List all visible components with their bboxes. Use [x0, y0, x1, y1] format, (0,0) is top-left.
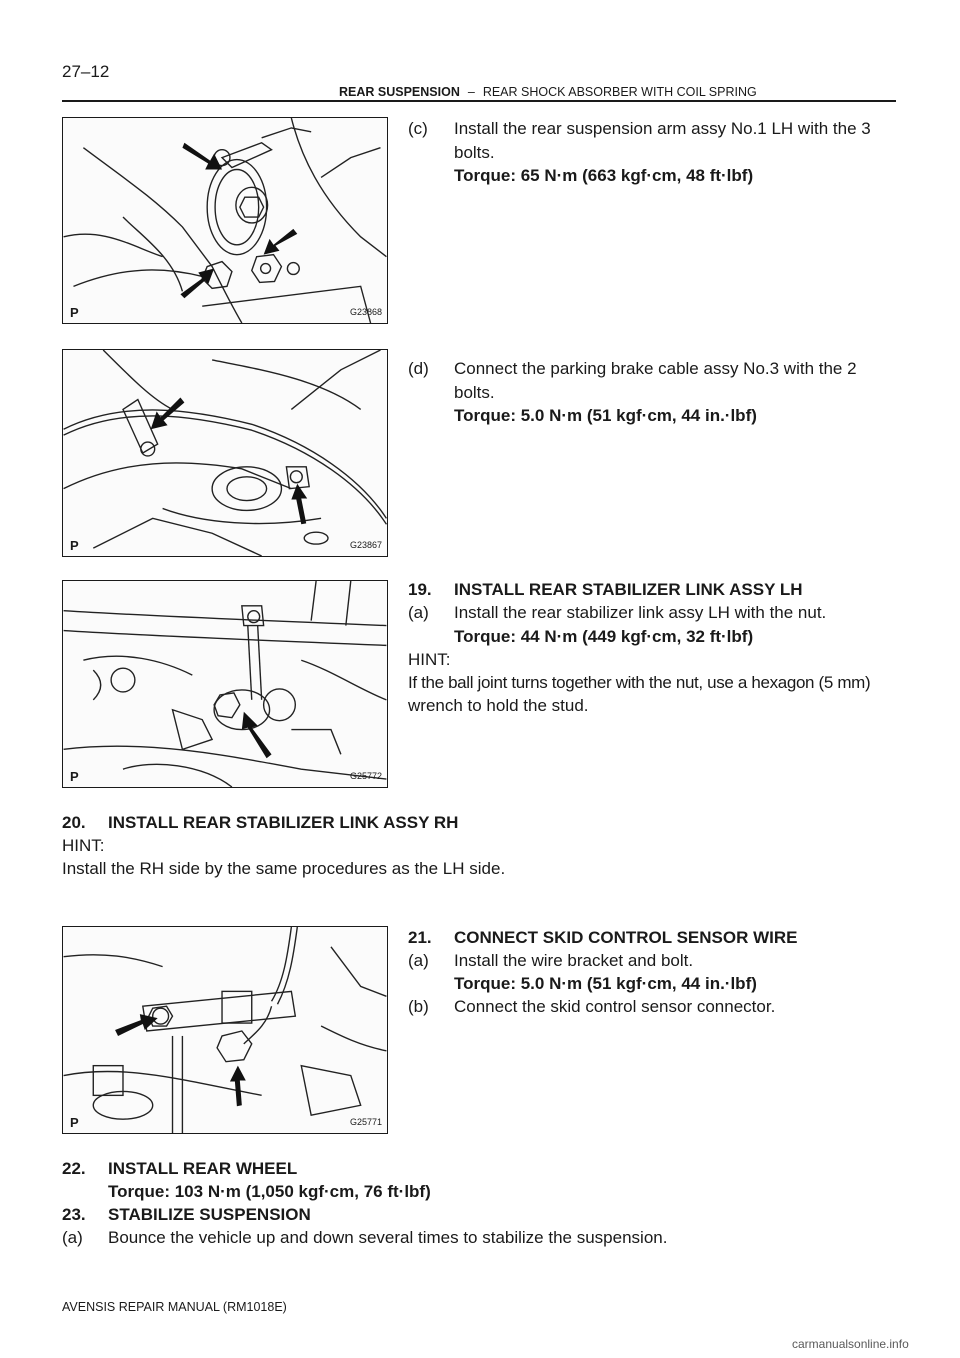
torque-spec: Torque: 5.0 N·m (51 kgf·cm, 44 in.·lbf): [454, 974, 757, 993]
header-rule: [62, 100, 896, 102]
step-number: 23.: [62, 1205, 86, 1224]
stabilizer-link-illustration: [63, 581, 387, 787]
header-text: [339, 85, 757, 99]
hint-text: Install the RH side by the same procedures as the LH side.: [62, 859, 506, 878]
step-text: Connect the parking brake cable assy No.3 with the 2: [454, 359, 857, 378]
header-section: REAR SUSPENSION: [339, 85, 460, 99]
step-label: (b): [408, 997, 429, 1016]
step-text-cont: bolts.: [454, 383, 495, 402]
hint-label: HINT:: [62, 836, 105, 855]
step-text: Bounce the vehicle up and down several times to stabilize the suspension.: [108, 1228, 668, 1247]
step-number: 21.: [408, 928, 432, 947]
figure-code: G23867: [349, 540, 382, 550]
step-label: (a): [62, 1228, 83, 1247]
step-text: Install the rear stabilizer link assy LH with the nut.: [454, 603, 827, 622]
step-heading: INSTALL REAR STABILIZER LINK ASSY LH: [454, 580, 803, 599]
hint-text-cont: wrench to hold the stud.: [408, 696, 589, 715]
figure-parking-brake-cable: [62, 349, 388, 557]
header-subsection: REAR SHOCK ABSORBER WITH COIL SPRING: [482, 85, 757, 99]
watermark: carmanualsonline.info: [792, 1337, 909, 1351]
figure-code: G23868: [349, 307, 382, 317]
figure-p-mark: P: [70, 769, 79, 784]
hint-label: HINT:: [408, 650, 451, 669]
figure-code: G25772: [349, 771, 382, 781]
step-heading: STABILIZE SUSPENSION: [108, 1205, 311, 1224]
footer-manual: AVENSIS REPAIR MANUAL (RM1018E): [62, 1300, 287, 1314]
step-text-cont: bolts.: [454, 143, 495, 162]
step-label: (c): [408, 119, 428, 138]
hint-text: If the ball joint turns together with the nut, use a hexagon (5 mm): [408, 673, 871, 692]
step-text: Connect the skid control sensor connector.: [454, 997, 776, 1016]
step-heading: INSTALL REAR STABILIZER LINK ASSY RH: [108, 813, 459, 832]
header-dash: –: [467, 85, 475, 99]
step-heading: CONNECT SKID CONTROL SENSOR WIRE: [454, 928, 798, 947]
step-label: (a): [408, 951, 429, 970]
figure-stabilizer-link: [62, 580, 388, 788]
step-number: 20.: [62, 813, 86, 832]
figure-p-mark: P: [70, 305, 79, 320]
step-text: Install the wire bracket and bolt.: [454, 951, 694, 970]
step-text: Install the rear suspension arm assy No.1 LH with the 3: [454, 119, 871, 138]
step-number: 22.: [62, 1159, 86, 1178]
skid-control-sensor-illustration: [63, 927, 387, 1133]
torque-spec: Torque: 44 N·m (449 kgf·cm, 32 ft·lbf): [454, 627, 754, 646]
figure-p-mark: P: [70, 538, 79, 553]
figure-code: G25771: [349, 1117, 382, 1127]
torque-spec: Torque: 65 N·m (663 kgf·cm, 48 ft·lbf): [454, 166, 754, 185]
figure-suspension-arm: [62, 117, 388, 324]
step-label: (d): [408, 359, 429, 378]
torque-spec: Torque: 103 N·m (1,050 kgf·cm, 76 ft·lbf): [108, 1182, 431, 1201]
figure-skid-control-sensor: [62, 926, 388, 1134]
figure-p-mark: P: [70, 1115, 79, 1130]
page-number: 27–12: [62, 62, 110, 81]
torque-spec: Torque: 5.0 N·m (51 kgf·cm, 44 in.·lbf): [454, 406, 757, 425]
parking-brake-cable-illustration: [63, 350, 387, 556]
suspension-arm-illustration: [63, 118, 387, 323]
step-number: 19.: [408, 580, 432, 599]
step-heading: INSTALL REAR WHEEL: [108, 1159, 298, 1178]
step-label: (a): [408, 603, 429, 622]
